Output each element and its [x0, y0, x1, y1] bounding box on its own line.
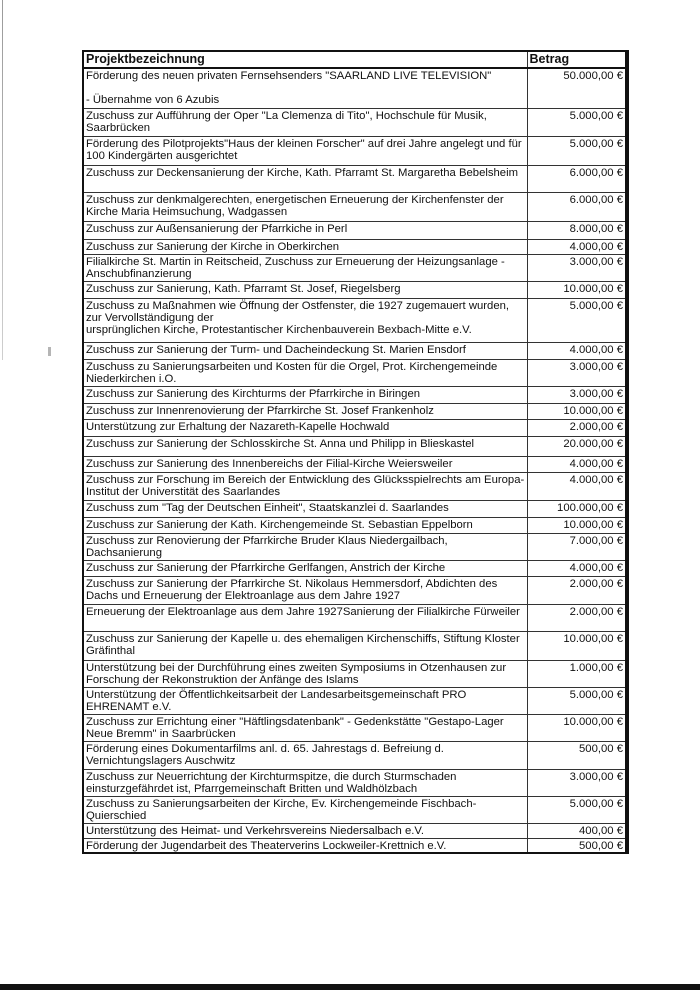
table-row — [83, 386, 627, 403]
amount-cell: 20.000,00 € — [527, 436, 627, 456]
amount-cell: 3.000,00 € — [527, 769, 627, 796]
amount-cell: 3.000,00 € — [527, 386, 627, 403]
amount-cell: 4.000,00 € — [527, 472, 627, 500]
project-cell: Förderung der Jugendarbeit des Theaterverins Lockweiler-Krettnich e.V. — [83, 838, 527, 853]
table-row — [83, 714, 627, 741]
table-row — [83, 687, 627, 714]
amount-cell: 4.000,00 € — [527, 342, 627, 359]
amount-cell: 10.000,00 € — [527, 281, 627, 298]
project-cell: Zuschuss zur Neuerrichtung der Kirchturmspitze, die durch Sturmschaden einsturzgefährdet ist, Pfarrgemeinschaft Britten und Waldhölzbach — [83, 769, 527, 796]
table-row — [83, 281, 627, 298]
table-body — [83, 68, 627, 853]
amount-cell: 3.000,00 € — [527, 254, 627, 281]
project-cell: Förderung des neuen privaten Fernsehsenders "SAARLAND LIVE TELEVISION" - Übernahme von 6 Azubis — [83, 68, 527, 108]
table-row — [83, 823, 627, 838]
table-row — [83, 769, 627, 796]
table-row — [83, 533, 627, 560]
table-row — [83, 239, 627, 254]
project-cell: Zuschuss zur Sanierung der Pfarrkirche Gerlfangen, Anstrich der Kirche — [83, 560, 527, 576]
project-cell: Zuschuss zur Sanierung der Kirche in Oberkirchen — [83, 239, 527, 254]
header-amount: Betrag — [527, 51, 627, 68]
funding-table — [82, 50, 629, 854]
project-cell: Förderung eines Dokumentarfilms anl. d. 65. Jahrestags d. Befreiung d. Vernichtungslagers Auschwitz — [83, 741, 527, 769]
project-cell: Zuschuss zu Sanierungsarbeiten und Kosten für die Orgel, Prot. Kirchengemeinde Niederkirchen i.O. — [83, 359, 527, 386]
amount-cell: 6.000,00 € — [527, 165, 627, 192]
header-project: Projektbezeichnung — [83, 51, 527, 68]
table-row — [83, 560, 627, 576]
project-cell: Zuschuss zur Innenrenovierung der Pfarrkirche St. Josef Frankenholz — [83, 403, 527, 419]
table-row — [83, 342, 627, 359]
amount-cell: 10.000,00 € — [527, 517, 627, 533]
amount-cell: 2.000,00 € — [527, 419, 627, 436]
amount-cell: 10.000,00 € — [527, 403, 627, 419]
project-cell: Zuschuss zur Renovierung der Pfarrkirche Bruder Klaus Niedergailbach, Dachsanierung — [83, 533, 527, 560]
table-row — [83, 436, 627, 456]
table-row — [83, 165, 627, 192]
table-row — [83, 298, 627, 342]
project-cell: Zuschuss zur Sanierung des Kirchturms der Pfarrkirche in Biringen — [83, 386, 527, 403]
table-row — [83, 517, 627, 533]
amount-cell: 100.000,00 € — [527, 500, 627, 517]
table-row — [83, 192, 627, 221]
project-cell: Zuschuss zur Außensanierung der Pfarrkiche in Perl — [83, 221, 527, 239]
project-cell: Zuschuss zur Errichtung einer "Häftlingsdatenbank" - Gedenkstätte "Gestapo-Lager Neue Bremm" in Saarbrücken — [83, 714, 527, 741]
amount-cell: 6.000,00 € — [527, 192, 627, 221]
project-cell: Erneuerung der Elektroanlage aus dem Jahre 1927Sanierung der Filialkirche Fürweiler — [83, 604, 527, 631]
amount-cell: 1.000,00 € — [527, 660, 627, 687]
scan-bottom-edge — [0, 984, 700, 990]
table-row — [83, 359, 627, 386]
project-cell: Zuschuss zu Sanierungsarbeiten der Kirche, Ev. Kirchengemeinde Fischbach-Quierschied — [83, 796, 527, 823]
amount-cell: 2.000,00 € — [527, 604, 627, 631]
table-row — [83, 254, 627, 281]
table-row — [83, 419, 627, 436]
amount-cell: 7.000,00 € — [527, 533, 627, 560]
amount-cell: 8.000,00 € — [527, 221, 627, 239]
table-row — [83, 576, 627, 604]
table-row — [83, 136, 627, 165]
table-row — [83, 631, 627, 660]
project-cell: Zuschuss zur Sanierung der Turm- und Dacheindeckung St. Marien Ensdorf — [83, 342, 527, 359]
project-cell: Zuschuss zu Maßnahmen wie Öffnung der Ostfenster, die 1927 zugemauert wurden, zur Vervollständigung der ursprünglichen Kirche, Protestantischer Kirchenbauverein Bexbach-Mitte e.V. — [83, 298, 527, 342]
amount-cell: 5.000,00 € — [527, 136, 627, 165]
amount-cell: 10.000,00 € — [527, 714, 627, 741]
project-cell: Zuschuss zur Sanierung der Schlosskirche St. Anna und Philipp in Blieskastel — [83, 436, 527, 456]
amount-cell: 5.000,00 € — [527, 108, 627, 136]
table-row — [83, 403, 627, 419]
amount-cell: 4.000,00 € — [527, 560, 627, 576]
project-cell: Zuschuss zur Sanierung der Kath. Kirchengemeinde St. Sebastian Eppelborn — [83, 517, 527, 533]
amount-cell: 50.000,00 € — [527, 68, 627, 108]
header-row — [83, 51, 627, 68]
scan-speck — [48, 347, 51, 356]
table-row — [83, 500, 627, 517]
table-row — [83, 456, 627, 472]
table-row — [83, 108, 627, 136]
project-cell: Filialkirche St. Martin in Reitscheid, Zuschuss zur Erneuerung der Heizungsanlage - Anschubfinanzierung — [83, 254, 527, 281]
project-cell: Zuschuss zum "Tag der Deutschen Einheit", Staatskanzlei d. Saarlandes — [83, 500, 527, 517]
project-cell: Unterstützung bei der Durchführung eines zweiten Symposiums in Otzenhausen zur Forschung der Rekonstruktion der Anfänge des Islams — [83, 660, 527, 687]
table-row — [83, 221, 627, 239]
project-cell: Unterstützung des Heimat- und Verkehrsvereins Niedersalbach e.V. — [83, 823, 527, 838]
project-cell: Zuschuss zur Deckensanierung der Kirche, Kath. Pfarramt St. Margaretha Bebelsheim — [83, 165, 527, 192]
project-cell: Zuschuss zur Aufführung der Oper "La Clemenza di Tito", Hochschule für Musik, Saarbrücken — [83, 108, 527, 136]
amount-cell: 400,00 € — [527, 823, 627, 838]
project-cell: Zuschuss zur Sanierung des Innenbereichs der Filial-Kirche Weiersweiler — [83, 456, 527, 472]
table-row — [83, 660, 627, 687]
project-cell: Zuschuss zur Sanierung der Kapelle u. des ehemaligen Kirchenschiffs, Stiftung Kloster Gräfinthal — [83, 631, 527, 660]
amount-cell: 5.000,00 € — [527, 298, 627, 342]
project-cell: Unterstützung der Öffentlichkeitsarbeit der Landesarbeitsgemeinschaft PRO EHRENAMT e.V. — [83, 687, 527, 714]
project-cell: Zuschuss zur Sanierung, Kath. Pfarramt St. Josef, Riegelsberg — [83, 281, 527, 298]
amount-cell: 4.000,00 € — [527, 239, 627, 254]
amount-cell: 2.000,00 € — [527, 576, 627, 604]
project-cell: Zuschuss zur denkmalgerechten, energetischen Erneuerung der Kirchenfenster der Kirche Maria Heimsuchung, Wadgassen — [83, 192, 527, 221]
amount-cell: 5.000,00 € — [527, 796, 627, 823]
project-cell: Zuschuss zur Sanierung der Pfarrkirche St. Nikolaus Hemmersdorf, Abdichten des Dachs und Erneuerung der Elektroanlage aus dem Jahre 1927 — [83, 576, 527, 604]
project-cell: Zuschuss zur Forschung im Bereich der Entwicklung des Glücksspielrechts am Europa-Institut der Universtität des Saarlandes — [83, 472, 527, 500]
project-cell: Unterstützung zur Erhaltung der Nazareth-Kapelle Hochwald — [83, 419, 527, 436]
table-row — [83, 796, 627, 823]
amount-cell: 3.000,00 € — [527, 359, 627, 386]
table-row — [83, 838, 627, 853]
table-row — [83, 472, 627, 500]
amount-cell: 500,00 € — [527, 741, 627, 769]
amount-cell: 4.000,00 € — [527, 456, 627, 472]
scan-edge-line — [2, 0, 3, 360]
table-row — [83, 604, 627, 631]
amount-cell: 10.000,00 € — [527, 631, 627, 660]
table-row — [83, 68, 627, 108]
amount-cell: 500,00 € — [527, 838, 627, 853]
project-cell: Förderung des Pilotprojekts"Haus der kleinen Forscher" auf drei Jahre angelegt und für 100 Kindergärten ausgerichtet — [83, 136, 527, 165]
amount-cell: 5.000,00 € — [527, 687, 627, 714]
table-row — [83, 741, 627, 769]
